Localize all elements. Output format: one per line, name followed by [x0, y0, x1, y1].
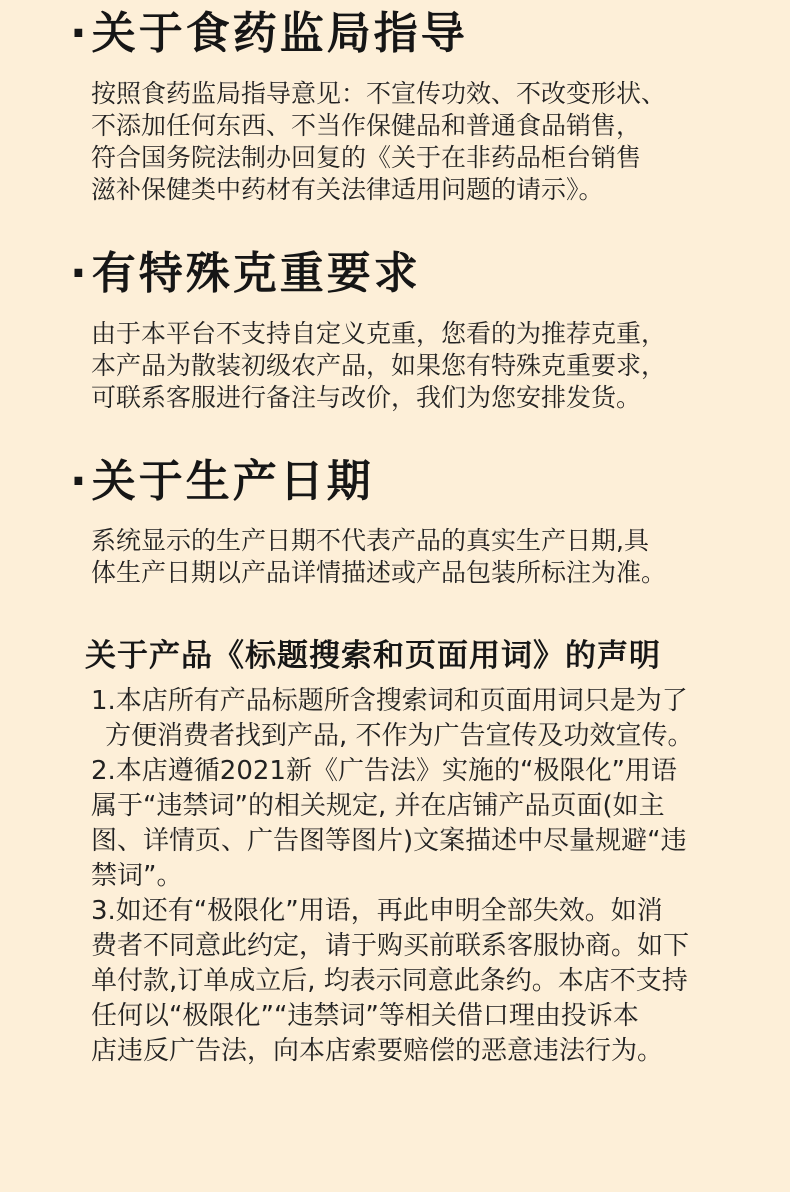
notice-line: 任何以“极限化”“违禁词”等相关借口理由投诉本: [91, 1001, 639, 1031]
section-heading-production-date: [70, 456, 374, 507]
notice-line: 3.如还有“极限化”用语，再此申明全部失效。如消: [91, 896, 663, 926]
notice-line: 方便消费者找到产品, 不作为广告宣传及功效宣传。: [105, 721, 694, 751]
section-title: 有特殊克重要求: [91, 248, 421, 299]
section-body-fda-guidance: [91, 78, 666, 206]
notice-title: 关于产品《标题搜索和页面用词》的声明: [85, 638, 661, 674]
paragraph-line: 按照食药监局指导意见：不宣传功效、不改变形状、: [91, 79, 667, 108]
notice-line: 店违反广告法，向本店索要赔偿的恶意违法行为。: [91, 1036, 664, 1066]
notice-line: 1.本店所有产品标题所含搜索词和页面用词只是为了: [91, 686, 688, 716]
notice-body: [91, 684, 694, 1069]
bullet-dot-icon: ·: [70, 456, 90, 507]
section-heading-special-weight: [70, 248, 421, 299]
paragraph-line: 本产品为散装初级农产品，如果您有特殊克重要求，: [91, 351, 667, 380]
paragraph-line: 系统显示的生产日期不代表产品的真实生产日期,具: [91, 526, 649, 555]
section-title: 关于食药监局指导: [91, 8, 468, 59]
notice-line: 单付款,订单成立后, 均表示同意此条约。本店不支持: [91, 966, 688, 996]
bullet-dot-icon: ·: [70, 248, 90, 299]
section-body-special-weight: [91, 318, 666, 414]
paragraph-line: 体生产日期以产品详情描述或产品包装所标注为准。: [91, 558, 667, 587]
paragraph-line: 滋补保健类中药材有关法律适用问题的请示》。: [91, 175, 604, 204]
paragraph-line: 由于本平台不支持自定义克重，您看的为推荐克重，: [91, 319, 667, 348]
paragraph-line: 不添加任何东西、不当作保健品和普通食品销售，: [91, 111, 642, 140]
section-body-production-date: [91, 525, 666, 589]
notice-line: 禁词”。: [91, 861, 183, 891]
paragraph-line: 符合国务院法制办回复的《关于在非药品柜台销售: [91, 143, 642, 172]
notice-line: 2.本店遵循2021新《广告法》实施的“极限化”用语: [91, 756, 677, 786]
paragraph-line: 可联系客服进行备注与改价，我们为您安排发货。: [91, 383, 642, 412]
notice-line: 图、详情页、广告图等图片)文案描述中尽量规避“违: [91, 826, 687, 856]
section-heading-fda-guidance: [70, 8, 468, 59]
notice-line: 费者不同意此约定，请于购买前联系客服协商。如下: [91, 931, 690, 961]
section-title: 关于生产日期: [91, 456, 374, 507]
bullet-dot-icon: ·: [70, 8, 90, 59]
notice-line: 属于“违禁词”的相关规定, 并在店铺产品页面(如主: [91, 791, 665, 821]
